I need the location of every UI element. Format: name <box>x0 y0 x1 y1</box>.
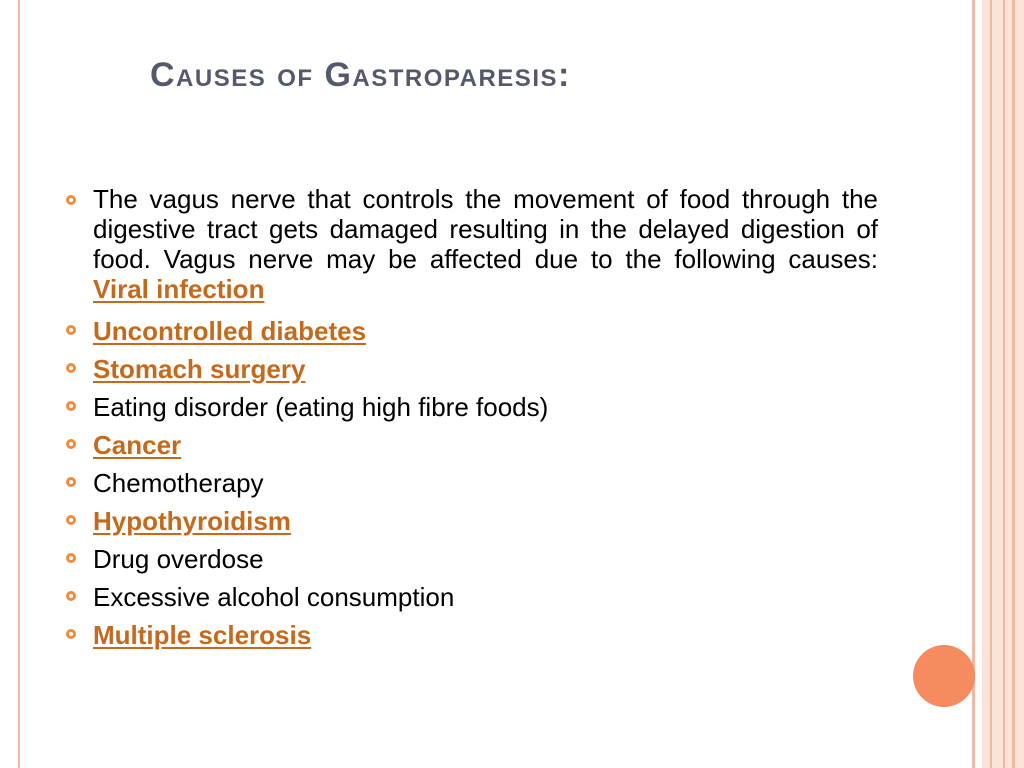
list-item <box>58 390 878 428</box>
intro-text: The vagus nerve that controls the movement of food through the digestive tract gets damaged resulting in the delayed digestion of food. Vagus nerve may be affected due to the following causes: <box>93 184 878 274</box>
bullet-ring-icon <box>66 363 76 373</box>
bullet-ring-icon <box>66 591 76 601</box>
bullet-link[interactable]: Stomach surgery <box>93 354 306 384</box>
bullet-link[interactable]: Cancer <box>93 430 182 460</box>
decorative-circle <box>913 645 975 707</box>
bullet-link[interactable]: Hypothyroidism <box>93 506 291 536</box>
list-item <box>58 542 878 580</box>
bullet-ring-icon <box>66 477 76 487</box>
bullet-ring-icon <box>66 401 76 411</box>
right-decorative-stripe-3 <box>1003 0 1005 768</box>
bullet-ring-icon <box>66 325 76 335</box>
list-item <box>58 580 878 618</box>
bullet-ring-icon <box>66 439 76 449</box>
list-item <box>58 314 878 352</box>
intro-bullet <box>58 184 878 304</box>
left-decorative-stripe <box>18 0 20 768</box>
bullet-link[interactable]: Uncontrolled diabetes <box>93 316 367 346</box>
right-decorative-stripe-4 <box>1012 0 1015 768</box>
list-item <box>58 504 878 542</box>
bullet-link[interactable]: Multiple sclerosis <box>93 620 312 650</box>
bullet-ring-icon <box>66 515 76 525</box>
bullet-ring-icon <box>66 195 76 205</box>
bullet-list <box>58 184 878 656</box>
slide-title: Causes of Gastroparesis: <box>150 56 571 94</box>
bullet-ring-icon <box>66 629 76 639</box>
list-item <box>58 466 878 504</box>
list-item <box>58 428 878 466</box>
bullet-text: Excessive alcohol consumption <box>93 582 455 612</box>
bullet-ring-icon <box>66 553 76 563</box>
right-decorative-stripe-1 <box>972 0 975 768</box>
bullet-text: Drug overdose <box>93 544 264 574</box>
right-decorative-stripe-2 <box>990 0 992 768</box>
link-viral-infection[interactable]: Viral infection <box>93 274 265 304</box>
list-item <box>58 352 878 390</box>
list-item <box>58 618 878 656</box>
bullet-items <box>58 314 878 656</box>
bullet-text: Eating disorder (eating high fibre foods) <box>93 392 549 422</box>
bullet-text: Chemotherapy <box>93 468 264 498</box>
